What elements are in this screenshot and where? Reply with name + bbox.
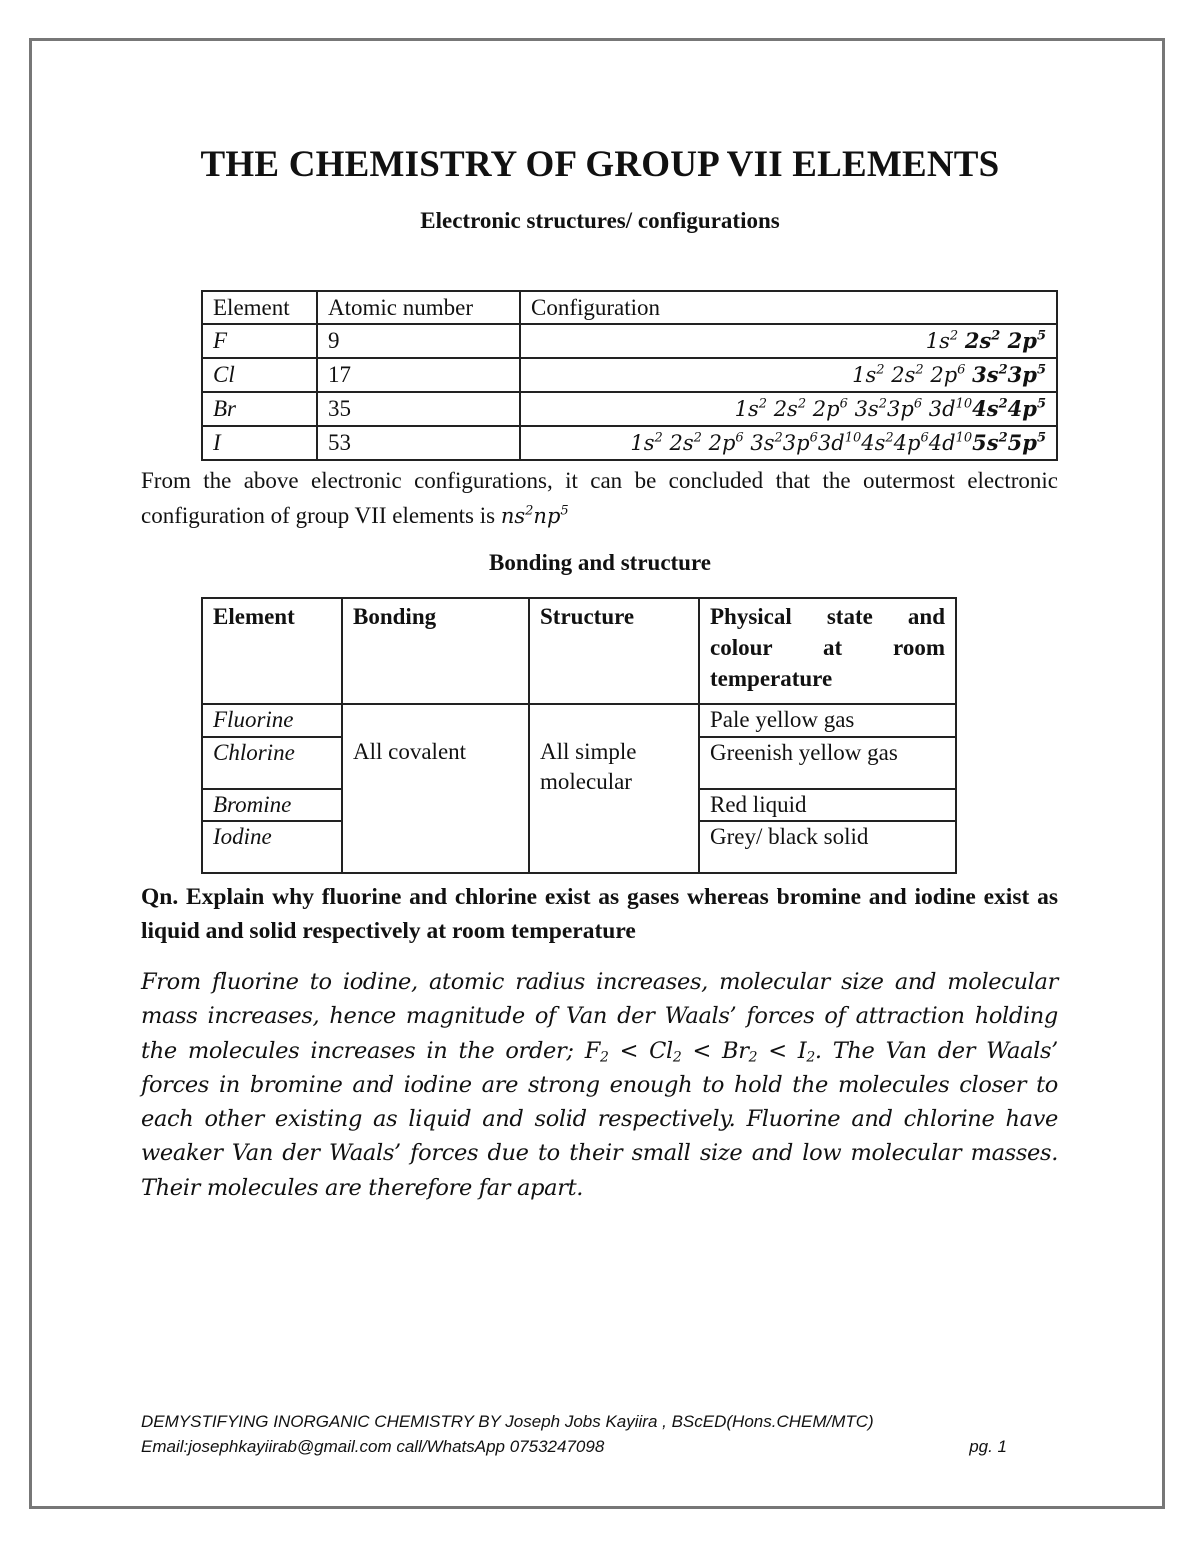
molecule-order-formula: $F_2 < Cl_2 < Br_2 < I_2$ [584,1037,815,1066]
header-structure: Structure [529,598,699,704]
header-element: Element [202,291,317,324]
configuration-table [201,290,1058,461]
header-atomic-number: Atomic number [317,291,520,324]
header-physical-state-line3: temperature [710,666,833,691]
table-header-row [202,291,1057,324]
configuration-formula: $1s^2$ $2s^2$ $2p^6$ $3s^23p^63d^{10}4s^24p^64d^{10}5s^25p^5$ [520,426,1057,460]
bonding-table [201,597,957,874]
element-symbol: Br [202,392,317,426]
footer-contact: Email:josephkayiirab@gmail.com call/WhatsApp 0753247098 [141,1437,605,1456]
element-name: Iodine [202,821,342,873]
table-row [202,358,1057,392]
footer-credit: DEMYSTIFYING INORGANIC CHEMISTRY BY Joseph Jobs Kayiira , BScED(Hons.CHEM/MTC) [141,1412,874,1431]
page-title: THE CHEMISTRY OF GROUP VII ELEMENTS [200,144,1000,185]
structure-value: All simple molecular [529,704,699,873]
header-physical-state [699,598,956,704]
table-row [202,324,1057,358]
header-physical-state-line2: colour at room [710,635,945,660]
table-row [202,704,956,737]
table-header-row [202,598,956,704]
physical-state: Pale yellow gas [699,704,956,737]
header-bonding: Bonding [342,598,529,704]
element-symbol: Cl [202,358,317,392]
configuration-formula: $1s^2$ $2s^2$ $2p^5$ [520,324,1057,358]
element-name: Chlorine [202,737,342,789]
section-heading-bonding: Bonding and structure [489,550,711,575]
header-element: Element [202,598,342,704]
table-row [202,392,1057,426]
header-configuration: Configuration [520,291,1057,324]
element-symbol: I [202,426,317,460]
answer-paragraph [141,965,1058,1205]
page-footer [141,1409,1007,1459]
configuration-conclusion [141,463,1058,534]
element-symbol: F [202,324,317,358]
atomic-number: 9 [317,324,520,358]
answer-part2: . The Van der Waals’ forces in bromine and iodine are strong enough to hold the molecules closer to each other existing as liquid and solid respectively. Fluorine and chlorine have weaker Van der Waals’ forces due to their small size and low molecular masses. Their molecules are therefore far apart. [141,1037,1058,1201]
bonding-value: All covalent [342,704,529,873]
physical-state: Greenish yellow gas [699,737,956,789]
physical-state: Grey/ black solid [699,821,956,873]
section-heading-configurations: Electronic structures/ configurations [420,208,780,233]
atomic-number: 35 [317,392,520,426]
header-physical-state-line1: Physical state and [710,604,945,629]
element-name: Bromine [202,789,342,821]
element-name: Fluorine [202,704,342,737]
table-row [202,426,1057,460]
configuration-formula: $1s^2$ $2s^2$ $2p^6$ $3s^23p^5$ [520,358,1057,392]
physical-state: Red liquid [699,789,956,821]
conclusion-text: From the above electronic configurations, it can be concluded that the outermost electronic configuration of group VII elements is [141,468,1058,528]
footer-contact-row [141,1434,1007,1459]
page-number: pg. 1 [969,1437,1007,1456]
question-text: Qn. Explain why fluorine and chlorine exist as gases whereas bromine and iodine exist as liquid and solid respectively at room temperature [141,884,1058,944]
atomic-number: 53 [317,426,520,460]
general-configuration-formula: $ns^2np^5$ [500,503,569,528]
configuration-formula: $1s^2$ $2s^2$ $2p^6$ $3s^23p^6$ $3d^{10}4s^24p^5$ [520,392,1057,426]
answer-part1: From fluorine to iodine, atomic radius increases, molecular size and molecular mass increases, hence magnitude of Van der Waals’ forces of attraction holding the molecules increases in the order; [141,969,1058,1064]
atomic-number: 17 [317,358,520,392]
